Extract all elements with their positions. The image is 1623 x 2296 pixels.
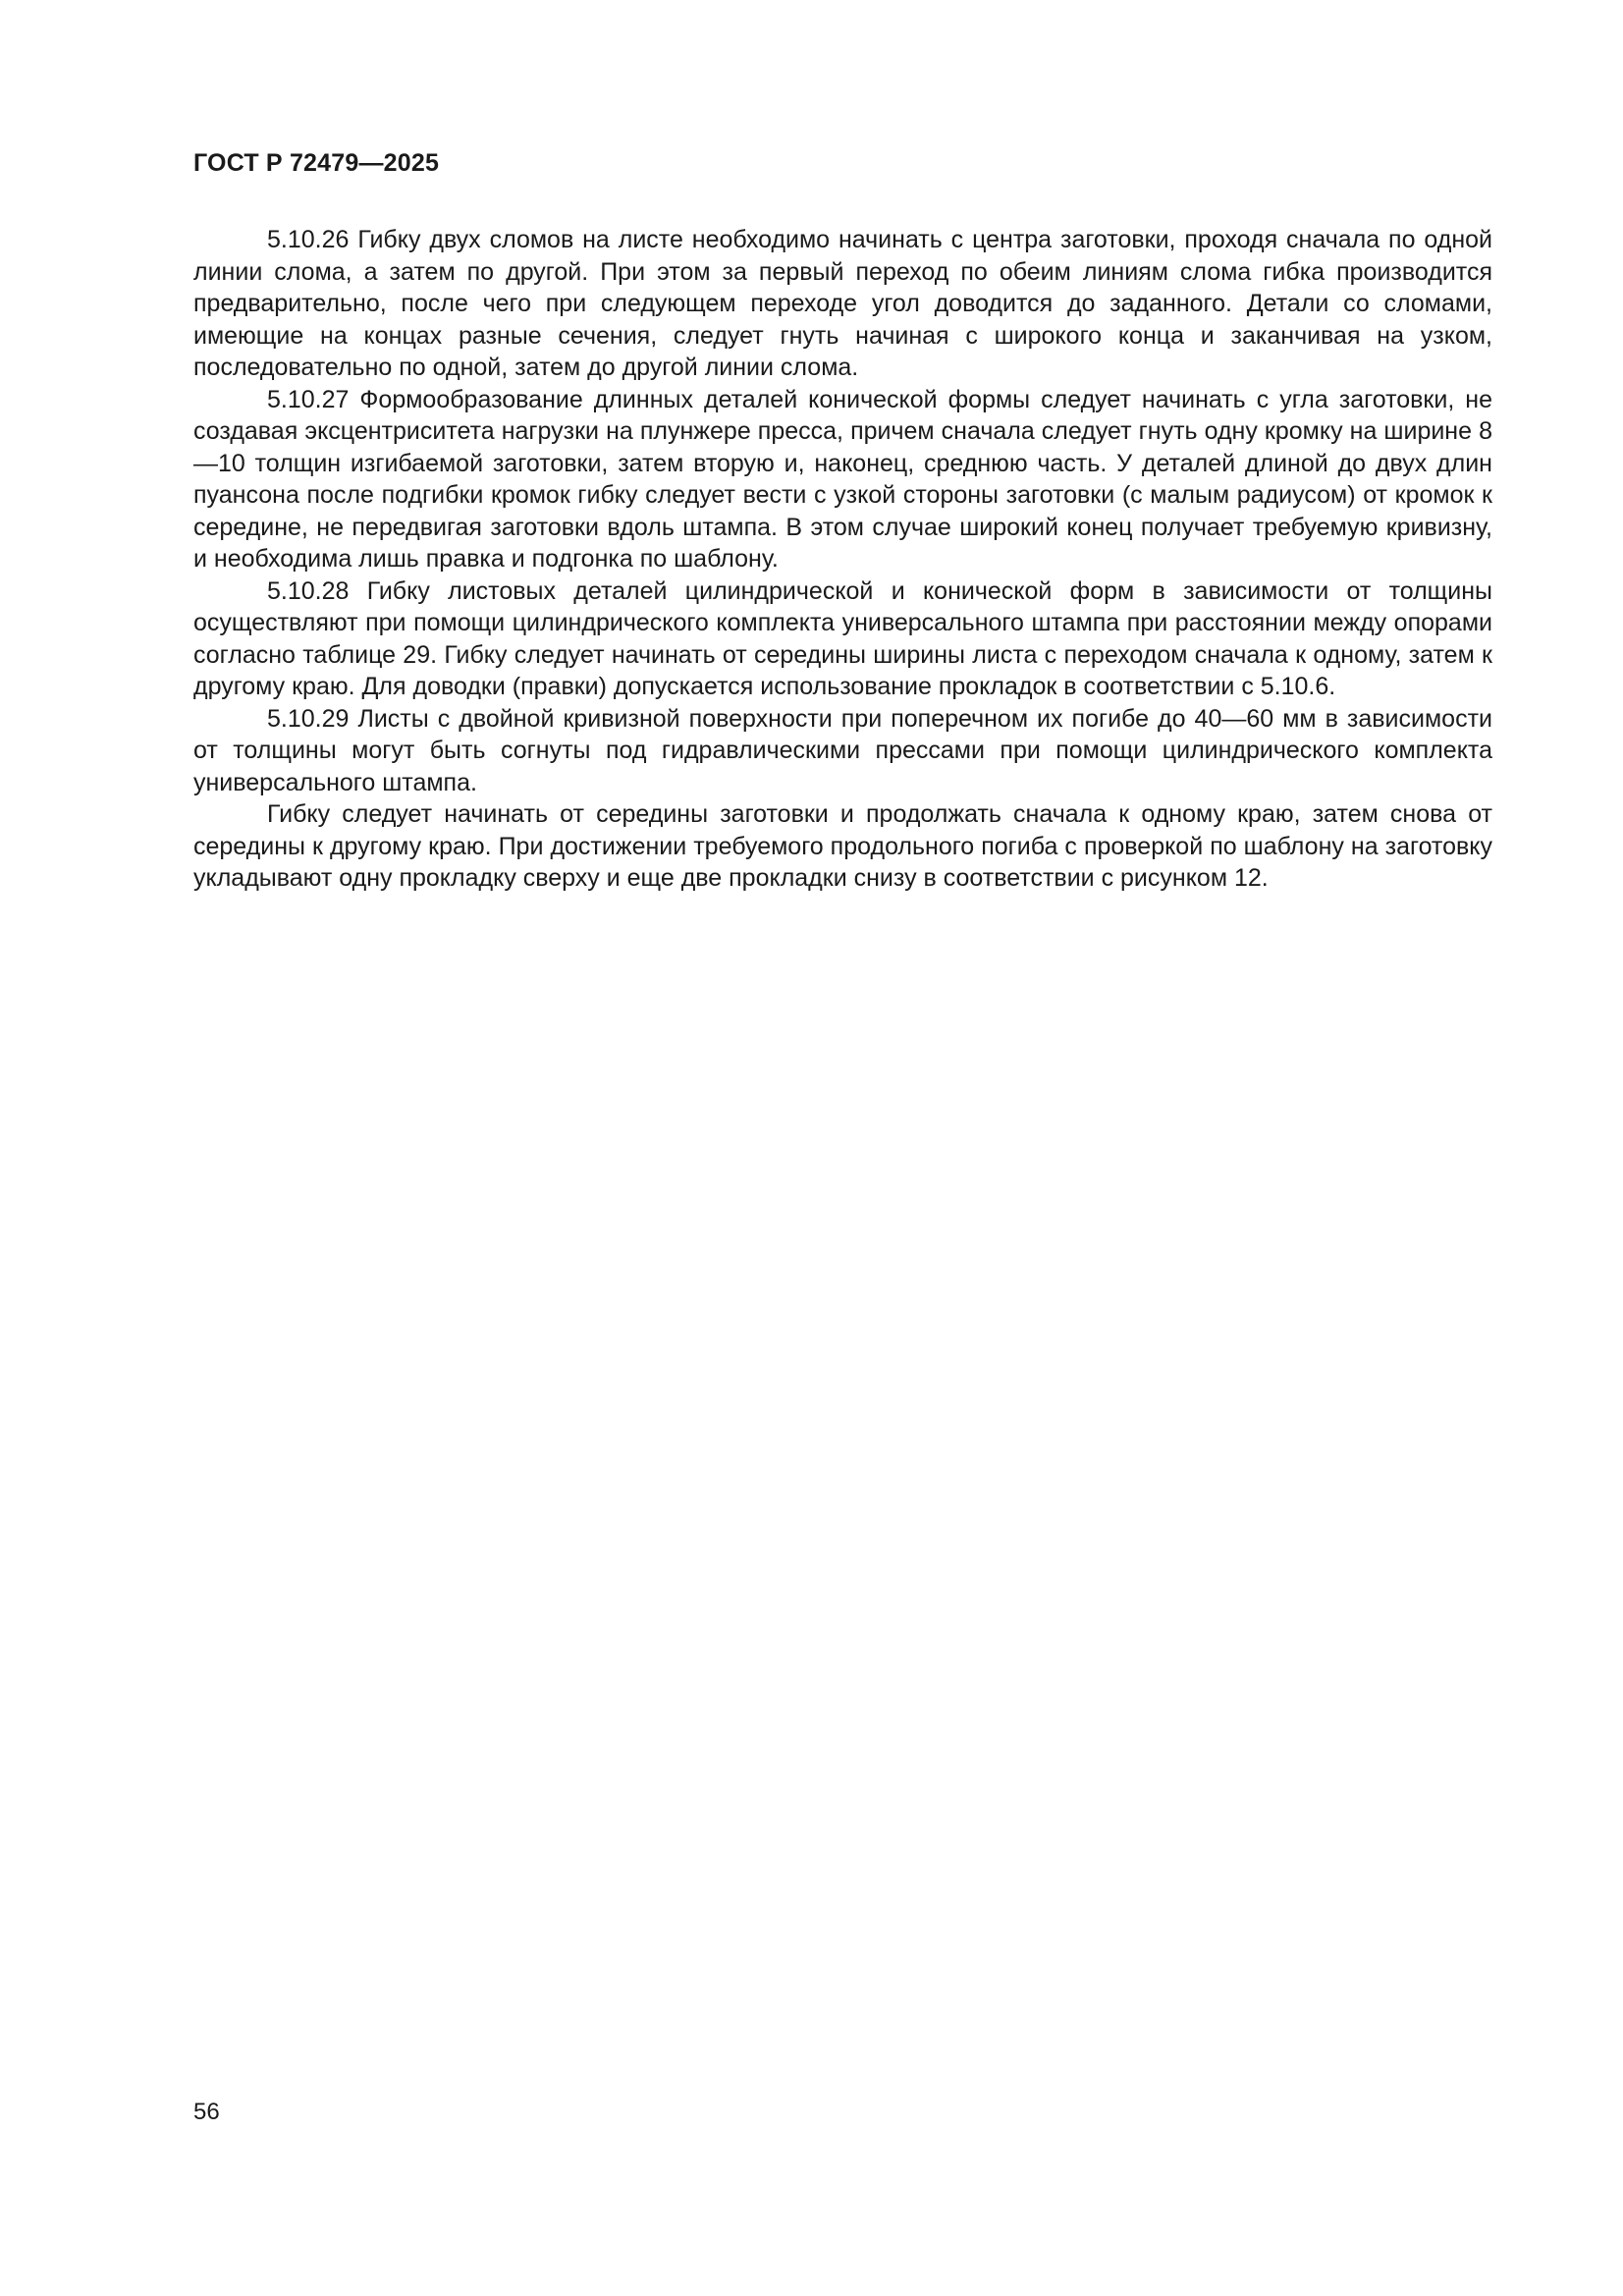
paragraph-5-10-27: 5.10.27 Формообразование длинных деталей конической формы следует начинать с угла заготовки, не создавая эксцентриситета нагрузки на плунжере пресса, причем сначала следует гнуть одну кромку на ширине 8—10 толщин изгибаемой заготовки, затем вторую и, наконец, среднюю часть. У деталей длиной до двух длин пуансона после подгибки кромок гибку следует вести с узкой стороны заготовки (с малым радиусом) от кромок к середине, не передвигая заготовки вдоль штампа. В этом случае широкий конец получает требуемую кривизну, и необходима лишь правка и подгонка по шаблону. — [193, 385, 1492, 573]
document-header: ГОСТ Р 72479—2025 — [193, 149, 440, 177]
paragraph-5-10-26: 5.10.26 Гибку двух сломов на листе необходимо начинать с центра заготовки, проходя сначала по одной линии слома, а затем по другой. При этом за первый переход по обеим линиям слома гибка производится предварительно, после чего при следующем переходе угол доводится до заданного. Детали со сломами, имеющие на концах разные сечения, следует гнуть начиная с широкого конца и заканчивая на узком, последовательно по одной, затем до другой линии слома. — [193, 226, 1492, 381]
paragraph-5-10-29: 5.10.29 Листы с двойной кривизной поверхности при поперечном их погибе до 40—60 мм в зависимости от толщины могут быть согнуты под гидравлическими прессами при помощи цилиндрического комплекта универсального штампа. — [193, 704, 1492, 796]
paragraph-5-10-28: 5.10.28 Гибку листовых деталей цилиндрической и конической форм в зависимости от толщины осуществляют при помощи цилиндрического комплекта универсального штампа при расстоянии между опорами согласно таблице 29. Гибку следует начинать от середины ширины листа с переходом сначала к одному, затем к другому краю. Для доводки (правки) допускается использование прокладок в соответствии с 5.10.6. — [193, 576, 1492, 700]
document-body — [193, 224, 1492, 895]
page-number: 56 — [193, 2099, 220, 2125]
paragraph-bending-continuation: Гибку следует начинать от середины заготовки и продолжать сначала к одному краю, затем снова от середины к другому краю. При достижении требуемого продольного погиба с проверкой по шаблону на заготовку укладывают одну прокладку сверху и еще две прокладки снизу в соответствии с рисунком 12. — [193, 800, 1492, 892]
